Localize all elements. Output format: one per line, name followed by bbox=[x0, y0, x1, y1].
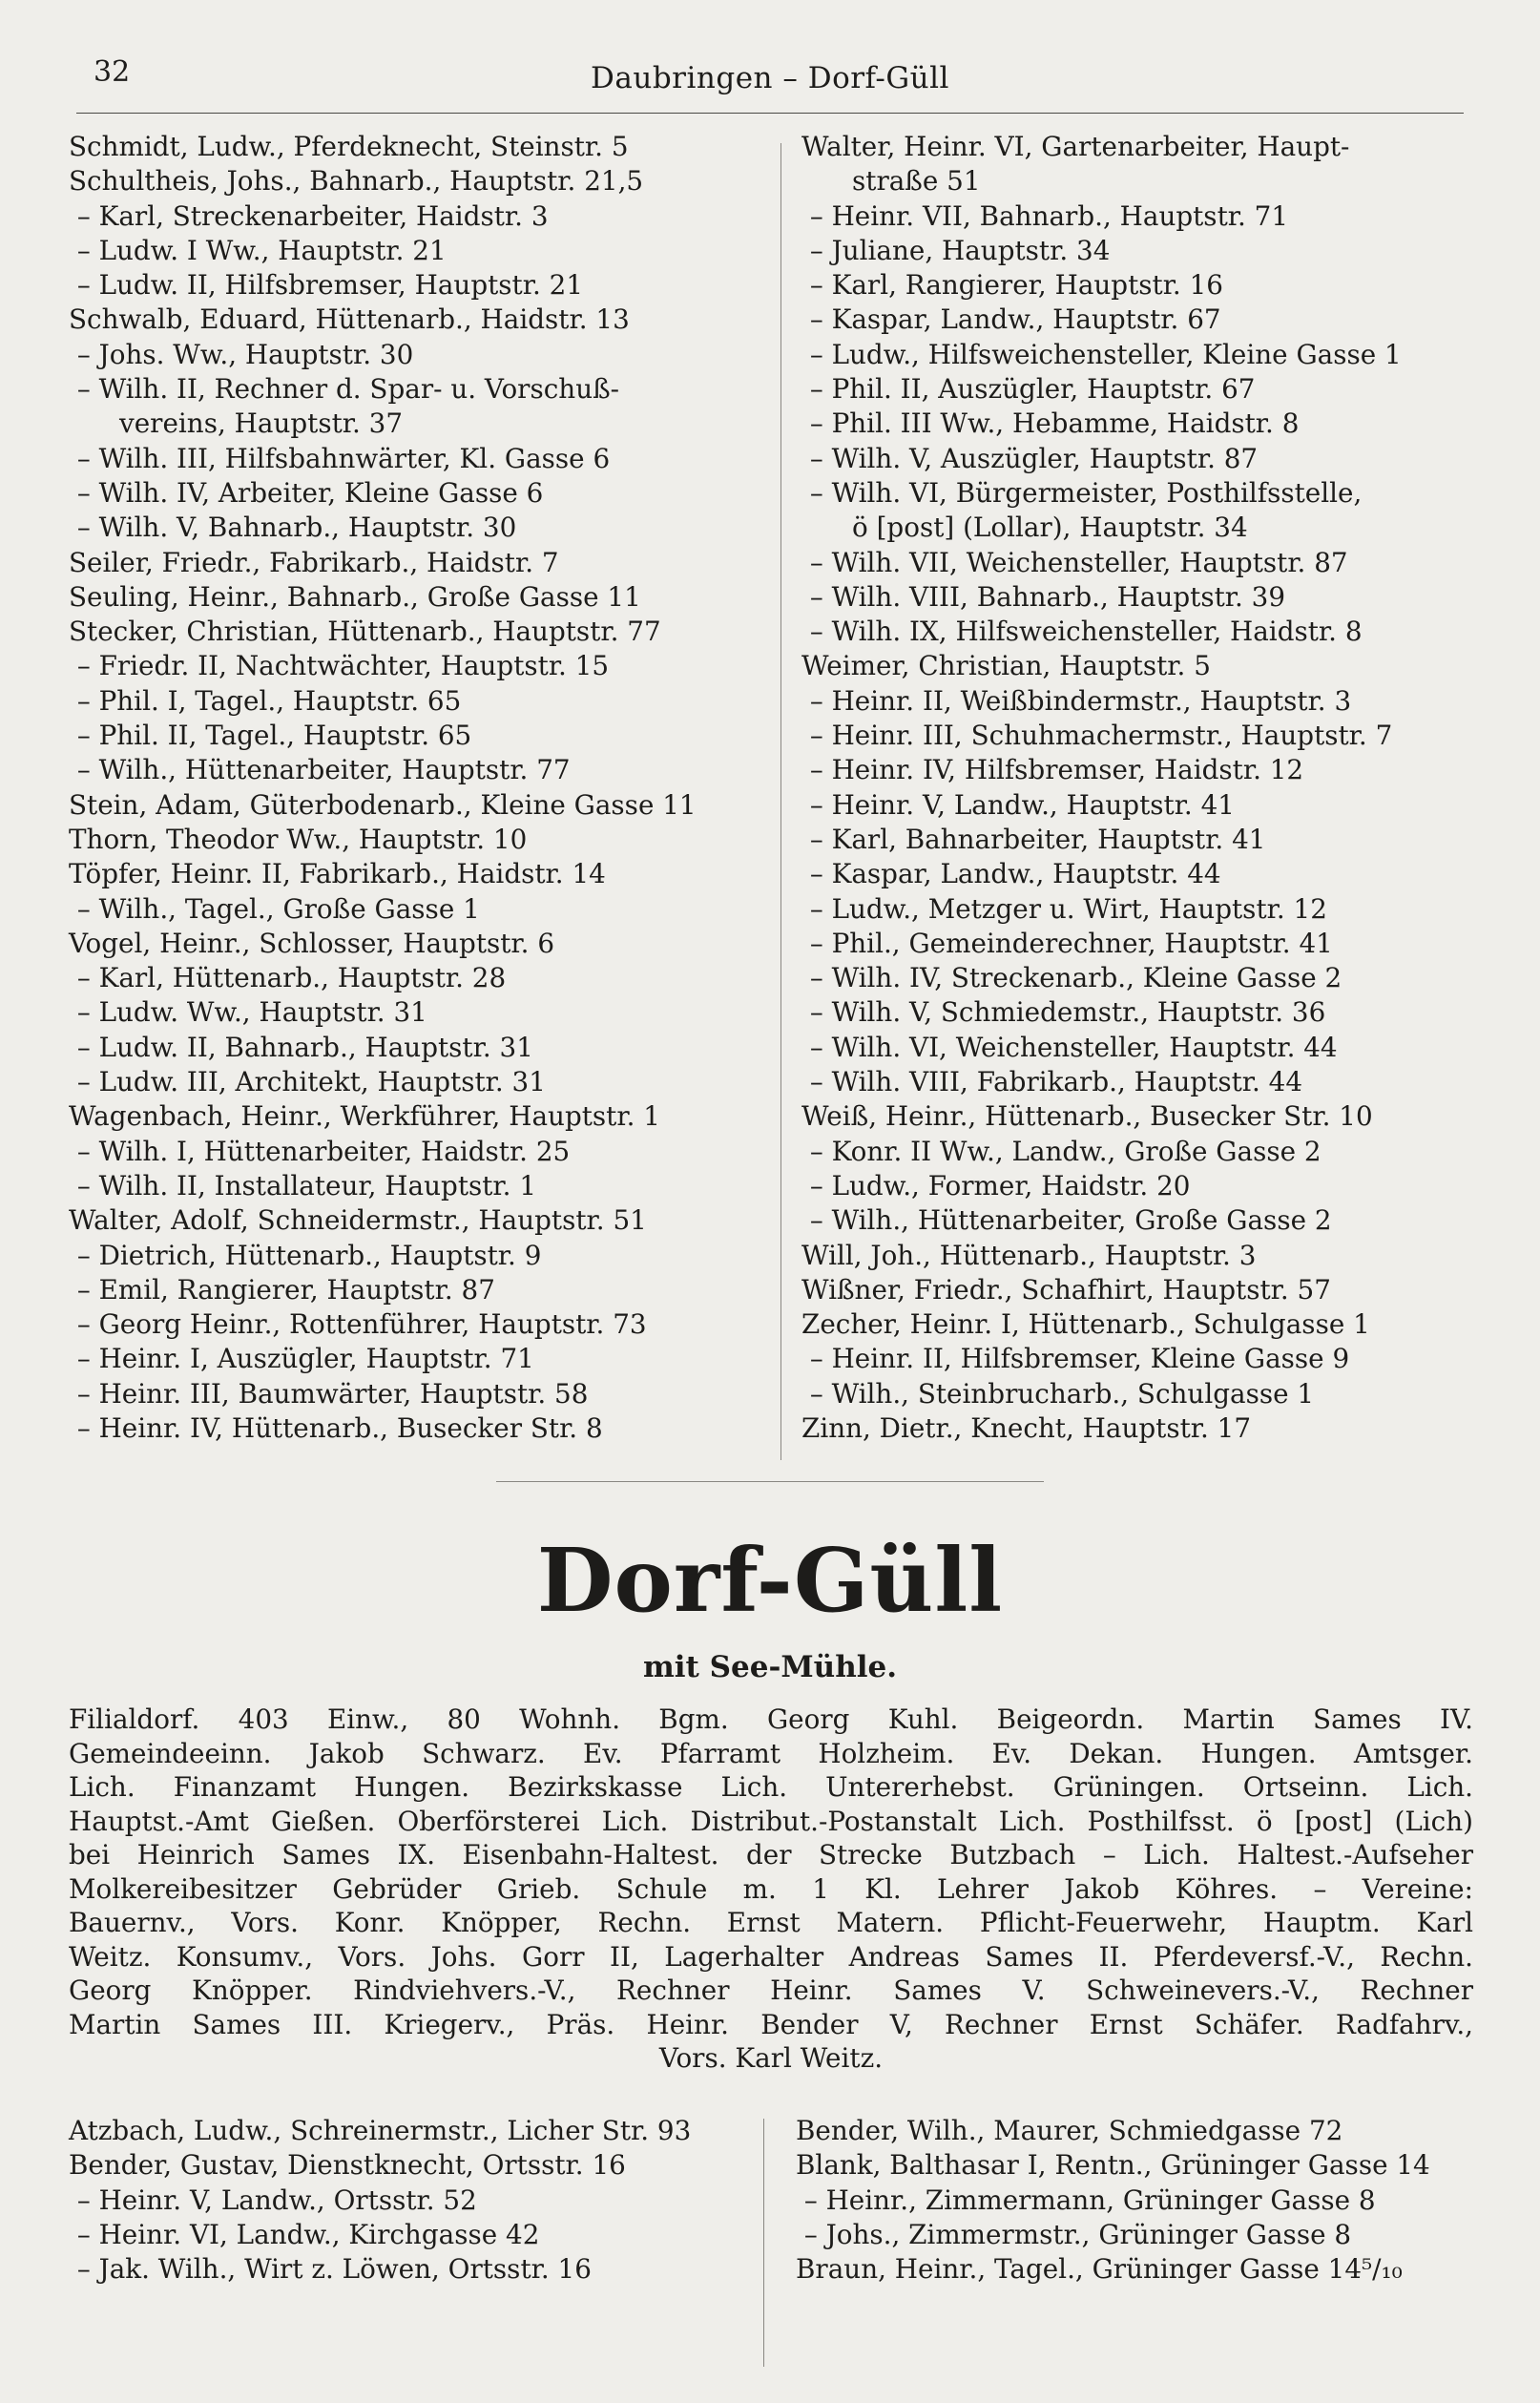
directory-entry: – Juliane, Hauptstr. 34 bbox=[801, 234, 1111, 266]
directory-entry: Wagenbach, Heinr., Werkführer, Hauptstr. 1 bbox=[69, 1100, 660, 1133]
directory-entry: – Wilh. VIII, Bahnarb., Hauptstr. 39 bbox=[801, 580, 1286, 613]
directory-entry: – Ludw., Hilfsweichensteller, Kleine Gasse 1 bbox=[801, 338, 1402, 370]
directory-entry: – Heinr., Zimmermann, Grüninger Gasse 8 bbox=[796, 2184, 1376, 2216]
directory-entry: – Ludw., Former, Haidstr. 20 bbox=[801, 1169, 1191, 1202]
directory-entry: – Heinr. V, Landw., Ortsstr. 52 bbox=[69, 2184, 477, 2216]
directory-entry: Schultheis, Johs., Bahnarb., Hauptstr. 21,5 bbox=[69, 165, 644, 198]
directory-entry: – Heinr. VI, Landw., Kirchgasse 42 bbox=[69, 2218, 540, 2250]
right-column-bottom bbox=[796, 2114, 1502, 2287]
directory-entry: – Wilh. I, Hüttenarbeiter, Haidstr. 25 bbox=[69, 1135, 571, 1167]
directory-entry: Atzbach, Ludw., Schreinermstr., Licher Str. 93 bbox=[69, 2115, 692, 2146]
directory-entry: – Wilh., Hüttenarbeiter, Hauptstr. 77 bbox=[69, 754, 571, 786]
paragraph-line: Martin Sames III. Kriegerv., Präs. Heinr. Bender V, Rechner Ernst Schäfer. Radfahrv., bbox=[69, 2008, 1473, 2040]
directory-entry: – Wilh. VI, Bürgermeister, Posthilfsstelle, bbox=[801, 476, 1363, 509]
directory-entry: Zinn, Dietr., Knecht, Hauptstr. 17 bbox=[801, 1411, 1252, 1444]
village-info-paragraph bbox=[69, 1703, 1473, 2076]
directory-entry: – Phil. III Ww., Hebamme, Haidstr. 8 bbox=[801, 407, 1300, 440]
directory-entry: – Heinr. V, Landw., Hauptstr. 41 bbox=[801, 788, 1235, 821]
directory-entry: – Wilh. VI, Weichensteller, Hauptstr. 44 bbox=[801, 1031, 1338, 1063]
directory-entry: – Wilh. III, Hilfsbahnwärter, Kl. Gasse 6 bbox=[69, 442, 611, 474]
directory-entry: Stecker, Christian, Hüttenarb., Hauptstr. 77 bbox=[69, 616, 661, 648]
directory-entry: – Emil, Rangierer, Hauptstr. 87 bbox=[69, 1273, 495, 1306]
paragraph-line: Filialdorf. 403 Einw., 80 Wohnh. Bgm. Georg Kuhl. Beigeordn. Martin Sames IV. bbox=[69, 1703, 1473, 1735]
directory-entry: Schmidt, Ludw., Pferdeknecht, Steinstr. 5 bbox=[69, 131, 629, 162]
directory-entry: Wißner, Friedr., Schafhirt, Hauptstr. 57 bbox=[801, 1273, 1331, 1306]
directory-entry: Seiler, Friedr., Fabrikarb., Haidstr. 7 bbox=[69, 546, 559, 578]
directory-entry: Walter, Heinr. VI, Gartenarbeiter, Haupt- bbox=[801, 131, 1350, 162]
right-column-top bbox=[801, 130, 1508, 1446]
directory-entry: – Johs. Ww., Hauptstr. 30 bbox=[69, 338, 414, 370]
directory-entry: – Wilh. II, Installateur, Hauptstr. 1 bbox=[69, 1169, 537, 1202]
directory-entry: vereins, Hauptstr. 37 bbox=[69, 407, 404, 440]
directory-entry: – Wilh., Steinbrucharb., Schulgasse 1 bbox=[801, 1377, 1315, 1410]
directory-entry: straße 51 bbox=[801, 165, 981, 198]
directory-entry: – Phil. I, Tagel., Hauptstr. 65 bbox=[69, 684, 462, 717]
directory-entry: – Karl, Rangierer, Hauptstr. 16 bbox=[801, 269, 1223, 302]
directory-entry: – Wilh. IX, Hilfsweichensteller, Haidstr. 8 bbox=[801, 616, 1363, 648]
directory-entry: – Phil., Gemeinderechner, Hauptstr. 41 bbox=[801, 927, 1333, 959]
directory-entry: – Ludw. I Ww., Hauptstr. 21 bbox=[69, 234, 447, 266]
paragraph-line: Gemeindeeinn. Jakob Schwarz. Ev. Pfarramt Holzheim. Ev. Dekan. Hungen. Amtsger. bbox=[69, 1737, 1473, 1769]
directory-entry: – Heinr. II, Hilfsbremser, Kleine Gasse 9 bbox=[801, 1343, 1350, 1375]
directory-entry: – Georg Heinr., Rottenführer, Hauptstr. 73 bbox=[69, 1308, 647, 1341]
directory-entry: Blank, Balthasar I, Rentn., Grüninger Gasse 14 bbox=[796, 2149, 1430, 2182]
directory-entry: Töpfer, Heinr. II, Fabrikarb., Haidstr. 14 bbox=[69, 858, 606, 890]
directory-entry: – Wilh. V, Auszügler, Hauptstr. 87 bbox=[801, 442, 1259, 474]
directory-entry: – Johs., Zimmermstr., Grüninger Gasse 8 bbox=[796, 2218, 1352, 2250]
directory-entry: – Dietrich, Hüttenarb., Hauptstr. 9 bbox=[69, 1239, 542, 1271]
directory-entry: Bender, Wilh., Maurer, Schmiedgasse 72 bbox=[796, 2115, 1343, 2146]
directory-entry: – Heinr. III, Schuhmachermstr., Hauptstr. 7 bbox=[801, 720, 1393, 752]
paragraph-line: Vors. Karl Weitz. bbox=[658, 2042, 884, 2074]
directory-entry: – Ludw. II, Hilfsbremser, Hauptstr. 21 bbox=[69, 269, 583, 302]
directory-entry: – Kaspar, Landw., Hauptstr. 67 bbox=[801, 303, 1221, 336]
directory-entry: – Wilh. VIII, Fabrikarb., Hauptstr. 44 bbox=[801, 1066, 1303, 1098]
page-number: 32 bbox=[94, 55, 131, 89]
directory-entry: – Ludw., Metzger u. Wirt, Hauptstr. 12 bbox=[801, 892, 1327, 925]
directory-entry: Vogel, Heinr., Schlosser, Hauptstr. 6 bbox=[69, 927, 555, 959]
directory-entry: – Wilh., Tagel., Große Gasse 1 bbox=[69, 892, 480, 925]
directory-entry: – Kaspar, Landw., Hauptstr. 44 bbox=[801, 858, 1221, 890]
running-title: Daubringen – Dorf-Güll bbox=[591, 61, 949, 95]
directory-entry: – Heinr. I, Auszügler, Hauptstr. 71 bbox=[69, 1343, 534, 1375]
directory-entry: – Karl, Hüttenarb., Hauptstr. 28 bbox=[69, 962, 507, 994]
directory-entry: Thorn, Theodor Ww., Hauptstr. 10 bbox=[69, 823, 528, 855]
directory-entry: Schwalb, Eduard, Hüttenarb., Haidstr. 13 bbox=[69, 303, 630, 336]
section-subtitle: mit See-Mühle. bbox=[642, 1650, 898, 1684]
directory-entry: – Jak. Wilh., Wirt z. Löwen, Ortsstr. 16 bbox=[69, 2253, 592, 2286]
directory-entry: – Ludw. II, Bahnarb., Hauptstr. 31 bbox=[69, 1031, 533, 1063]
paragraph-line: Weitz. Konsumv., Vors. Johs. Gorr II, Lagerhalter Andreas Sames II. Pferdeversf.-V., Rechn. bbox=[69, 1940, 1473, 1973]
directory-entry: – Karl, Bahnarbeiter, Hauptstr. 41 bbox=[801, 823, 1266, 855]
directory-entry: – Wilh. VII, Weichensteller, Hauptstr. 87 bbox=[801, 546, 1348, 578]
directory-entry: Zecher, Heinr. I, Hüttenarb., Schulgasse 1 bbox=[801, 1308, 1370, 1341]
paragraph-line: Molkereibesitzer Gebrüder Grieb. Schule m. 1 Kl. Lehrer Jakob Köhres. – Vereine: bbox=[69, 1872, 1473, 1905]
column-divider-bottom bbox=[763, 2119, 764, 2367]
directory-entry: – Konr. II Ww., Landw., Große Gasse 2 bbox=[801, 1135, 1321, 1167]
directory-entry: Braun, Heinr., Tagel., Grüninger Gasse 14⁵/₁₀ bbox=[796, 2253, 1403, 2286]
directory-entry: – Phil. II, Auszügler, Hauptstr. 67 bbox=[801, 373, 1256, 406]
left-column-top bbox=[69, 130, 775, 1446]
directory-entry: Will, Joh., Hüttenarb., Hauptstr. 3 bbox=[801, 1239, 1257, 1271]
directory-entry: – Ludw. Ww., Hauptstr. 31 bbox=[69, 996, 427, 1029]
directory-entry: Weiß, Heinr., Hüttenarb., Busecker Str. 10 bbox=[801, 1100, 1373, 1133]
paragraph-line: Bauernv., Vors. Konr. Knöpper, Rechn. Ernst Matern. Pflicht-Feuerwehr, Hauptm. Karl bbox=[69, 1907, 1473, 1938]
directory-entry: – Heinr. II, Weißbindermstr., Hauptstr. 3 bbox=[801, 684, 1352, 717]
directory-entry: – Wilh. V, Schmiedemstr., Hauptstr. 36 bbox=[801, 996, 1326, 1029]
directory-entry: – Wilh. II, Rechner d. Spar- u. Vorschuß- bbox=[69, 373, 620, 406]
directory-entry: Weimer, Christian, Hauptstr. 5 bbox=[801, 650, 1211, 682]
paragraph-line: bei Heinrich Sames IX. Eisenbahn-Haltest. der Strecke Butzbach – Lich. Haltest.-Aufseher bbox=[69, 1839, 1473, 1870]
directory-entry: Walter, Adolf, Schneidermstr., Hauptstr. 51 bbox=[69, 1204, 647, 1237]
directory-entry: – Heinr. VII, Bahnarb., Hauptstr. 71 bbox=[801, 199, 1289, 232]
directory-entry: – Friedr. II, Nachtwächter, Hauptstr. 15 bbox=[69, 650, 610, 682]
section-title: Dorf-Güll bbox=[536, 1529, 1004, 1632]
paragraph-line: Lich. Finanzamt Hungen. Bezirkskasse Lich. Untererhebst. Grüningen. Ortseinn. Lich. bbox=[69, 1771, 1473, 1803]
directory-entry: – Wilh., Hüttenarbeiter, Große Gasse 2 bbox=[801, 1204, 1332, 1237]
directory-entry: ö [post] (Lollar), Hauptstr. 34 bbox=[801, 512, 1248, 544]
directory-entry: Bender, Gustav, Dienstknecht, Ortsstr. 16 bbox=[69, 2149, 626, 2182]
directory-entry: Seuling, Heinr., Bahnarb., Große Gasse 11 bbox=[69, 580, 641, 613]
directory-entry: – Wilh. IV, Arbeiter, Kleine Gasse 6 bbox=[69, 476, 544, 509]
directory-entry: – Heinr. III, Baumwärter, Hauptstr. 58 bbox=[69, 1377, 589, 1410]
directory-entry: Stein, Adam, Güterbodenarb., Kleine Gasse 11 bbox=[69, 788, 697, 821]
paragraph-line: Georg Knöpper. Rindviehvers.-V., Rechner Heinr. Sames V. Schweinevers.-V., Rechner bbox=[69, 1975, 1473, 2006]
directory-entry: – Karl, Streckenarbeiter, Haidstr. 3 bbox=[69, 199, 549, 232]
section-divider bbox=[496, 1481, 1044, 1482]
directory-entry: – Ludw. III, Architekt, Hauptstr. 31 bbox=[69, 1066, 546, 1098]
directory-entry: – Heinr. IV, Hilfsbremser, Haidstr. 12 bbox=[801, 754, 1304, 786]
left-column-bottom bbox=[69, 2114, 775, 2287]
paragraph-line: Hauptst.-Amt Gießen. Oberförsterei Lich. Distribut.-Postanstalt Lich. Posthilfsst. ö [post] (Lich) bbox=[69, 1805, 1473, 1837]
header-rule bbox=[76, 113, 1464, 114]
directory-entry: – Heinr. IV, Hüttenarb., Busecker Str. 8 bbox=[69, 1411, 603, 1444]
column-divider-top bbox=[780, 143, 781, 1460]
directory-entry: – Phil. II, Tagel., Hauptstr. 65 bbox=[69, 720, 472, 752]
directory-entry: – Wilh. IV, Streckenarb., Kleine Gasse 2 bbox=[801, 962, 1342, 994]
directory-entry: – Wilh. V, Bahnarb., Hauptstr. 30 bbox=[69, 512, 517, 544]
